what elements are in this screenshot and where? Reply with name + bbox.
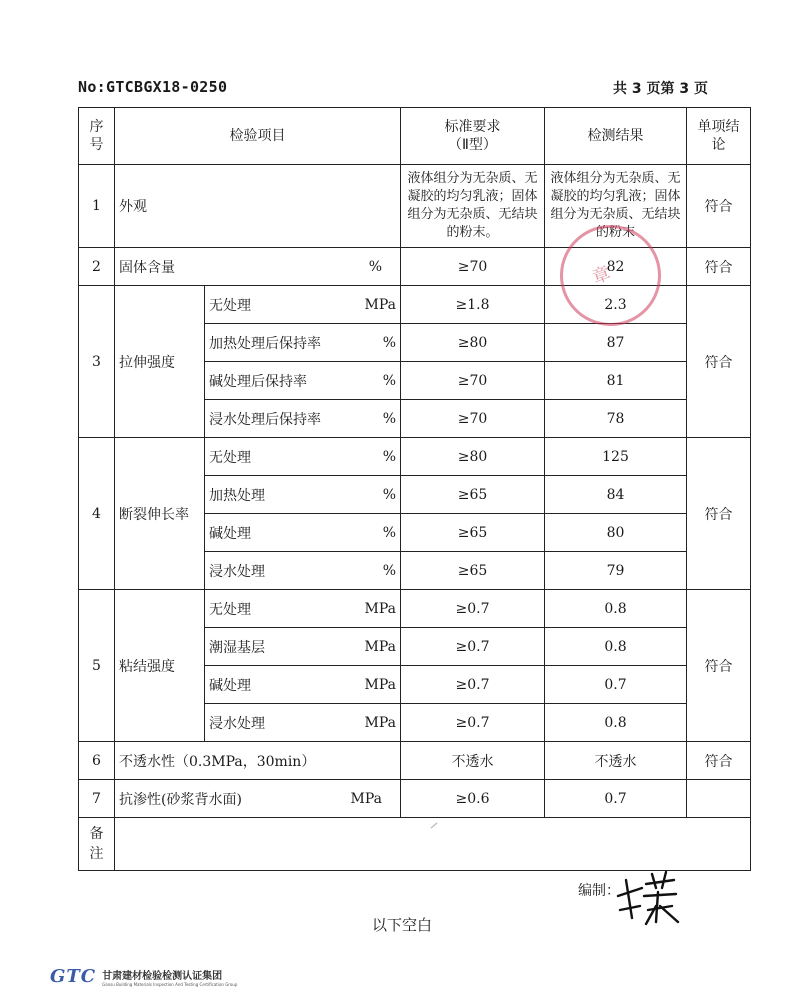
- sub-item: 浸水处理 MPa: [205, 704, 401, 742]
- blank-below-note: 以下空白: [372, 916, 433, 934]
- row-standard: ≥0.6: [401, 780, 545, 818]
- row-seq: 5: [79, 590, 115, 742]
- table-row: [79, 438, 751, 476]
- sub-result: 2.3: [545, 286, 687, 324]
- inspection-seal: 章: [546, 211, 675, 340]
- remarks-label: 备注: [79, 818, 115, 871]
- row-standard: 不透水: [401, 742, 545, 780]
- row-result: 0.7: [545, 780, 687, 818]
- row-seq: 4: [79, 438, 115, 590]
- sub-standard: ≥0.7: [401, 628, 545, 666]
- sub-result: 84: [545, 476, 687, 514]
- sub-item: 碱处理 %: [205, 514, 401, 552]
- sub-item: 加热处理 %: [205, 476, 401, 514]
- sub-standard: ≥65: [401, 514, 545, 552]
- row-conclusion: [687, 780, 751, 818]
- sub-standard: ≥65: [401, 552, 545, 590]
- row-standard: 液体组分为无杂质、无凝胶的均匀乳液；固体组分为无杂质、无结块的粉末。: [401, 165, 545, 248]
- org-name: [102, 967, 237, 987]
- sub-result: 0.7: [545, 666, 687, 704]
- row-conclusion: 符合: [687, 742, 751, 780]
- header-result: 检测结果: [545, 108, 687, 165]
- sub-result: 0.8: [545, 628, 687, 666]
- row-seq: 2: [79, 248, 115, 286]
- page-info: 共 3 页第 3 页: [613, 81, 708, 97]
- row-item: 不透水性（0.3MPa，30min）: [115, 742, 401, 780]
- table-row: [79, 742, 751, 780]
- sub-item: 碱处理后保持率 %: [205, 362, 401, 400]
- row-seq: 6: [79, 742, 115, 780]
- sub-result: 78: [545, 400, 687, 438]
- table-row: [79, 780, 751, 818]
- sub-item: 无处理 MPa: [205, 590, 401, 628]
- sub-result: 80: [545, 514, 687, 552]
- row-standard: ≥70: [401, 248, 545, 286]
- table-header-row: [79, 108, 751, 165]
- sub-standard: ≥0.7: [401, 590, 545, 628]
- org-name-en: Gansu Building Materials Inspection And Testing Certification Group: [102, 981, 238, 987]
- sub-result: 87: [545, 324, 687, 362]
- row-seq: 3: [79, 286, 115, 438]
- editor-label: 编制：: [578, 883, 620, 899]
- sub-standard: ≥70: [401, 362, 545, 400]
- sub-item: 碱处理 MPa: [205, 666, 401, 704]
- row-item: 断裂伸长率: [115, 438, 205, 590]
- row-result: 82: [545, 248, 687, 286]
- sub-item: 无处理 MPa: [205, 286, 401, 324]
- row-item: 拉伸强度: [115, 286, 205, 438]
- sub-item: 浸水处理后保持率 %: [205, 400, 401, 438]
- table-row: [79, 165, 751, 248]
- sub-result: 79: [545, 552, 687, 590]
- table-row: [79, 248, 751, 286]
- header-conclusion: 单项结论: [687, 108, 751, 165]
- row-item: 固体含量 %: [115, 248, 401, 286]
- sub-standard: ≥1.8: [401, 286, 545, 324]
- row-item: 粘结强度: [115, 590, 205, 742]
- row-seq: 1: [79, 165, 115, 248]
- sub-standard: ≥80: [401, 438, 545, 476]
- sub-standard: ≥0.7: [401, 666, 545, 704]
- row-result: 液体组分为无杂质、无凝胶的均匀乳液；固体组分为无杂质、无结块的粉末: [545, 165, 687, 248]
- sub-result: 81: [545, 362, 687, 400]
- handwritten-signature: [612, 866, 682, 926]
- row-result: 不透水: [545, 742, 687, 780]
- footer: [50, 966, 237, 987]
- row-conclusion: 符合: [687, 248, 751, 286]
- row-conclusion: 符合: [687, 286, 751, 438]
- sub-item: 潮湿基层 MPa: [205, 628, 401, 666]
- inspection-table: [78, 107, 751, 871]
- table-row: [79, 286, 751, 324]
- sub-standard: ≥65: [401, 476, 545, 514]
- sub-standard: ≥80: [401, 324, 545, 362]
- row-conclusion: 符合: [687, 438, 751, 590]
- sub-standard: ≥70: [401, 400, 545, 438]
- header-item: 检验项目: [115, 108, 401, 165]
- sub-standard: ≥0.7: [401, 704, 545, 742]
- sub-result: 125: [545, 438, 687, 476]
- sub-item: 无处理 %: [205, 438, 401, 476]
- header-seq: 序号: [79, 108, 115, 165]
- sub-result: 0.8: [545, 704, 687, 742]
- table-row: [79, 590, 751, 628]
- row-conclusion: 符合: [687, 590, 751, 742]
- sub-item: 加热处理后保持率 %: [205, 324, 401, 362]
- report-number: No:GTCBGX18-0250: [78, 78, 228, 96]
- sub-result: 0.8: [545, 590, 687, 628]
- header-standard: 标准要求 （Ⅱ型）: [401, 108, 545, 165]
- gtc-logo: GTC: [50, 966, 97, 987]
- row-item: 外观: [115, 165, 401, 248]
- remarks-row: [79, 818, 751, 871]
- row-seq: 7: [79, 780, 115, 818]
- sub-item: 浸水处理 %: [205, 552, 401, 590]
- row-item: 抗渗性(砂浆背水面) MPa: [115, 780, 401, 818]
- row-conclusion: 符合: [687, 165, 751, 248]
- org-name-cn: 甘肃建材检验检测认证集团: [102, 970, 223, 982]
